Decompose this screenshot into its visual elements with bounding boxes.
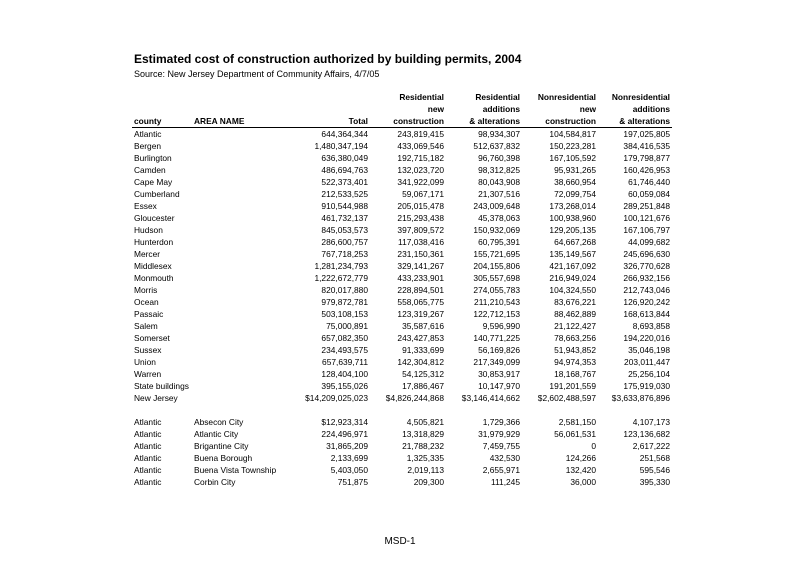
res-new-cell: 243,427,853 [397,333,444,343]
table-row [132,356,672,368]
area-name-cell [192,356,284,368]
res-add-cell: 274,055,783 [473,285,520,295]
county-cell: Morris [134,285,158,295]
total-cell: 503,108,153 [321,309,368,319]
res-add-cell: 60,795,391 [478,237,520,247]
table-row [132,236,672,248]
nonres-add-cell: 35,046,198 [628,345,670,355]
res-add-cell: 80,043,908 [478,177,520,187]
nonres-add-cell: 203,011,447 [624,357,670,367]
nonres-add-cell: 2,617,222 [632,441,670,451]
header-total: Total [284,115,370,128]
table-row [132,140,672,152]
total-cell: 657,082,350 [321,333,368,343]
nonres-new-cell: 191,201,559 [549,381,596,391]
header-nonres-add-1: Nonresidential [611,92,670,102]
county-cell: Cape May [134,177,173,187]
area-name-cell: Corbin City [194,477,236,487]
nonres-add-cell: 44,099,682 [628,237,670,247]
nonres-new-cell: 2,581,150 [558,417,596,427]
nonres-new-cell: 21,122,427 [554,321,596,331]
res-add-cell: 96,760,398 [478,153,520,163]
nonres-add-cell: $3,633,876,896 [611,393,670,403]
total-cell: 128,404,100 [321,369,368,379]
res-new-cell: 1,325,335 [406,453,444,463]
table-row [132,428,672,440]
header-nonres-add-2: additions [632,104,670,114]
nonres-new-cell: 0 [591,441,596,451]
res-new-cell: 123,319,267 [397,309,444,319]
total-cell: 2,133,699 [330,453,368,463]
nonres-new-cell: 173,268,014 [549,201,596,211]
nonres-add-cell: 167,106,797 [623,225,670,235]
total-cell: 767,718,253 [321,249,368,259]
nonres-new-cell: 72,099,754 [554,189,596,199]
res-add-cell: 122,712,153 [473,309,520,319]
res-add-cell: 1,729,366 [482,417,520,427]
header-county: county [132,115,192,128]
nonres-new-cell: 132,420 [565,465,596,475]
res-add-cell: 45,378,063 [478,213,520,223]
total-cell: 486,694,763 [321,165,368,175]
nonres-add-cell: 194,220,016 [623,333,670,343]
res-new-cell: 132,023,720 [397,165,444,175]
area-name-cell [192,224,284,236]
res-new-cell: 2,019,113 [407,465,444,475]
county-cell: Gloucester [134,213,175,223]
data-table [132,91,672,488]
res-new-cell: 142,304,812 [397,357,444,367]
table-row [132,380,672,392]
header-res-new-1: Residential [399,92,444,102]
header-nonres-new-3: construction [522,115,598,128]
res-new-cell: 228,894,501 [397,285,444,295]
res-new-cell: 17,886,467 [402,381,444,391]
res-add-cell: 98,934,307 [478,129,520,139]
area-name-cell [192,140,284,152]
nonres-add-cell: 395,330 [639,477,670,487]
area-name-cell: Buena Borough [194,453,253,463]
source-note: Source: New Jersey Department of Community Affairs, 4/7/05 [134,69,380,79]
total-cell: 820,017,880 [321,285,368,295]
table-row [132,476,672,488]
table-row [132,188,672,200]
nonres-add-cell: 179,798,877 [623,153,670,163]
total-cell: $14,209,025,023 [305,393,368,403]
county-cell: Hunterdon [134,237,174,247]
res-add-cell: 211,210,543 [474,297,520,307]
table-row [132,176,672,188]
table-row [132,200,672,212]
nonres-add-cell: 266,932,156 [623,273,670,283]
total-cell: 644,364,344 [321,129,368,139]
area-name-cell [192,392,284,404]
nonres-add-cell: 197,025,805 [623,129,670,139]
county-cell: Middlesex [134,261,172,271]
area-name-cell [192,344,284,356]
table-row [132,452,672,464]
table-row [132,128,672,141]
county-rows [132,128,672,405]
res-add-cell: 10,147,970 [478,381,520,391]
nonres-add-cell: 61,746,440 [628,177,670,187]
nonres-new-cell: 167,105,592 [549,153,596,163]
header-nonres-new-2: new [579,104,596,114]
area-name-cell [192,284,284,296]
header-res-add-2: additions [482,104,520,114]
table-row [132,320,672,332]
nonres-add-cell: 60,059,084 [628,189,670,199]
res-add-cell: 243,009,648 [473,201,520,211]
nonres-add-cell: 289,251,848 [623,201,670,211]
total-cell: 286,600,757 [321,237,368,247]
county-cell: Bergen [134,141,162,151]
area-name-cell [192,164,284,176]
table-row [132,272,672,284]
nonres-add-cell: 595,546 [639,465,670,475]
area-name-cell [192,260,284,272]
total-cell: 212,533,525 [321,189,368,199]
nonres-new-cell: 38,660,954 [554,177,596,187]
res-new-cell: 54,125,312 [402,369,444,379]
page-title: Estimated cost of construction authorized by building permits, 2004 [134,52,522,66]
county-cell: Hudson [134,225,163,235]
county-cell: Atlantic [134,441,162,451]
county-cell: Atlantic [134,129,162,139]
res-new-cell: 341,922,099 [397,177,444,187]
nonres-add-cell: 4,107,173 [632,417,670,427]
total-cell: 910,544,988 [321,201,368,211]
table-row [132,440,672,452]
header-area-name: AREA NAME [192,115,284,128]
table-header [132,91,672,128]
res-add-cell: 150,932,069 [473,225,520,235]
nonres-new-cell: 216,949,024 [549,273,596,283]
total-cell: 636,380,049 [321,153,368,163]
county-cell: Atlantic [134,465,162,475]
county-cell: State buildings [134,381,189,391]
res-new-cell: 397,809,572 [397,225,444,235]
res-add-cell: $3,146,414,662 [461,393,520,403]
area-name-cell [192,236,284,248]
table-row [132,416,672,428]
res-new-cell: $4,826,244,868 [385,393,444,403]
county-cell: Passaic [134,309,164,319]
total-cell: 5,403,050 [330,465,368,475]
res-add-cell: 7,459,755 [482,441,520,451]
table-row [132,224,672,236]
header-nonres-add-3: & alterations [598,115,672,128]
res-add-cell: 512,637,832 [473,141,520,151]
header-res-new-3: construction [370,115,446,128]
county-cell: Monmouth [134,273,174,283]
county-cell: Salem [134,321,158,331]
res-new-cell: 558,065,775 [397,297,444,307]
table-row [132,152,672,164]
area-name-cell [192,152,284,164]
area-name-cell [192,380,284,392]
res-new-cell: 4,505,821 [406,417,444,427]
nonres-add-cell: 175,919,030 [623,381,670,391]
nonres-add-cell: 123,136,682 [623,429,670,439]
nonres-add-cell: 245,696,630 [623,249,670,259]
res-new-cell: 209,300 [413,477,444,487]
nonres-new-cell: 104,324,550 [549,285,596,295]
total-cell: 461,732,137 [321,213,368,223]
res-new-cell: 231,150,361 [397,249,444,259]
nonres-new-cell: 150,223,281 [549,141,596,151]
area-name-cell [192,212,284,224]
table-row [132,332,672,344]
nonres-new-cell: 36,000 [570,477,596,487]
total-cell: 522,373,401 [321,177,368,187]
res-add-cell: 204,155,806 [473,261,520,271]
res-new-cell: 59,067,171 [402,189,444,199]
table-row [132,248,672,260]
res-add-cell: 21,307,516 [478,189,520,199]
res-add-cell: 217,349,099 [473,357,520,367]
nonres-new-cell: 421,167,092 [549,261,596,271]
nonres-new-cell: 88,462,889 [554,309,596,319]
area-name-cell [192,368,284,380]
county-cell: Somerset [134,333,170,343]
area-name-cell: Atlantic City [194,429,239,439]
nonres-new-cell: 94,974,353 [554,357,596,367]
nonres-add-cell: 25,256,104 [628,369,670,379]
nonres-add-cell: 8,693,858 [632,321,670,331]
nonres-add-cell: 160,426,953 [623,165,670,175]
res-add-cell: 30,853,917 [478,369,520,379]
area-name-cell [192,296,284,308]
total-cell: 657,639,711 [322,357,368,367]
page-footer: MSD-1 [384,536,416,547]
res-new-cell: 433,233,901 [397,273,444,283]
header-nonres-new-1: Nonresidential [537,92,596,102]
header-res-new-2: new [427,104,444,114]
nonres-new-cell: 95,931,265 [554,165,596,175]
total-cell: 75,000,891 [326,321,368,331]
nonres-add-cell: 168,613,844 [623,309,670,319]
nonres-add-cell: 326,770,628 [623,261,670,271]
res-add-cell: 305,557,698 [473,273,520,283]
res-new-cell: 243,819,415 [397,129,444,139]
res-new-cell: 21,788,232 [402,441,444,451]
nonres-add-cell: 212,743,046 [623,285,670,295]
res-add-cell: 2,655,971 [482,465,520,475]
county-cell: Burlington [134,153,172,163]
nonres-new-cell: 129,205,135 [549,225,596,235]
res-add-cell: 56,169,826 [478,345,520,355]
total-cell: 224,496,971 [321,429,368,439]
res-new-cell: 329,141,267 [397,261,444,271]
nonres-new-cell: 83,676,221 [554,297,596,307]
total-cell: $12,923,314 [321,417,368,427]
nonres-add-cell: 384,416,535 [623,141,670,151]
total-cell: 1,222,672,779 [314,273,368,283]
county-cell: Atlantic [134,477,162,487]
total-cell: 234,493,575 [321,345,368,355]
nonres-new-cell: 56,061,531 [554,429,596,439]
nonres-new-cell: 100,938,960 [549,213,596,223]
header-res-add-1: Residential [475,92,520,102]
res-new-cell: 215,293,438 [397,213,444,223]
county-cell: Ocean [134,297,159,307]
res-add-cell: 155,721,695 [473,249,520,259]
table-row [132,296,672,308]
county-cell: Atlantic [134,417,162,427]
table-row [132,392,672,404]
county-cell: Atlantic [134,429,162,439]
total-cell: 31,865,209 [326,441,368,451]
table-row [132,260,672,272]
county-cell: Mercer [134,249,161,259]
table-row [132,284,672,296]
res-new-cell: 117,038,416 [398,237,444,247]
table-row [132,164,672,176]
res-new-cell: 192,715,182 [397,153,444,163]
nonres-new-cell: 18,168,767 [554,369,596,379]
total-cell: 395,155,026 [321,381,368,391]
res-add-cell: 31,979,929 [478,429,520,439]
table-row [132,344,672,356]
nonres-new-cell: 104,584,817 [549,129,596,139]
res-new-cell: 35,587,616 [402,321,444,331]
res-new-cell: 205,015,478 [397,201,444,211]
nonres-new-cell: 64,667,268 [554,237,596,247]
area-name-cell [192,188,284,200]
county-cell: Essex [134,201,157,211]
table-row [132,308,672,320]
total-cell: 845,053,573 [321,225,368,235]
area-name-cell [192,248,284,260]
res-new-cell: 433,069,546 [397,141,444,151]
total-cell: 979,872,781 [321,297,368,307]
nonres-add-cell: 100,121,676 [623,213,670,223]
county-cell: New Jersey [134,393,178,403]
nonres-new-cell: 124,266 [565,453,596,463]
county-cell: Camden [134,165,166,175]
county-cell: Warren [134,369,162,379]
area-name-cell [192,176,284,188]
area-name-cell [192,200,284,212]
res-add-cell: 111,245 [490,477,520,487]
area-name-cell [192,308,284,320]
res-new-cell: 91,333,699 [402,345,444,355]
total-cell: 1,281,234,793 [314,261,368,271]
res-new-cell: 13,318,829 [402,429,444,439]
area-name-cell [192,128,284,141]
area-name-cell [192,320,284,332]
nonres-new-cell: 78,663,256 [554,333,596,343]
header-res-add-3: & alterations [446,115,522,128]
county-cell: Sussex [134,345,162,355]
area-name-cell [192,272,284,284]
nonres-add-cell: 251,568 [639,453,670,463]
res-add-cell: 98,312,825 [478,165,520,175]
nonres-add-cell: 126,920,242 [623,297,670,307]
county-cell: Union [134,357,156,367]
nonres-new-cell: 51,943,852 [554,345,596,355]
res-add-cell: 9,596,990 [482,321,520,331]
total-cell: 751,875 [337,477,368,487]
table-spacer [132,404,672,416]
total-cell: 1,480,347,194 [314,141,368,151]
table-row [132,464,672,476]
nonres-new-cell: 135,149,567 [549,249,596,259]
table-row [132,212,672,224]
res-add-cell: 432,530 [489,453,520,463]
nonres-new-cell: $2,602,488,597 [537,393,596,403]
table-row [132,368,672,380]
area-name-cell [192,332,284,344]
area-name-cell: Buena Vista Township [194,465,277,475]
municipal-rows [132,416,672,488]
county-cell: Atlantic [134,453,162,463]
county-cell: Cumberland [134,189,180,199]
res-add-cell: 140,771,225 [473,333,520,343]
area-name-cell: Absecon City [194,417,244,427]
area-name-cell: Brigantine City [194,441,249,451]
